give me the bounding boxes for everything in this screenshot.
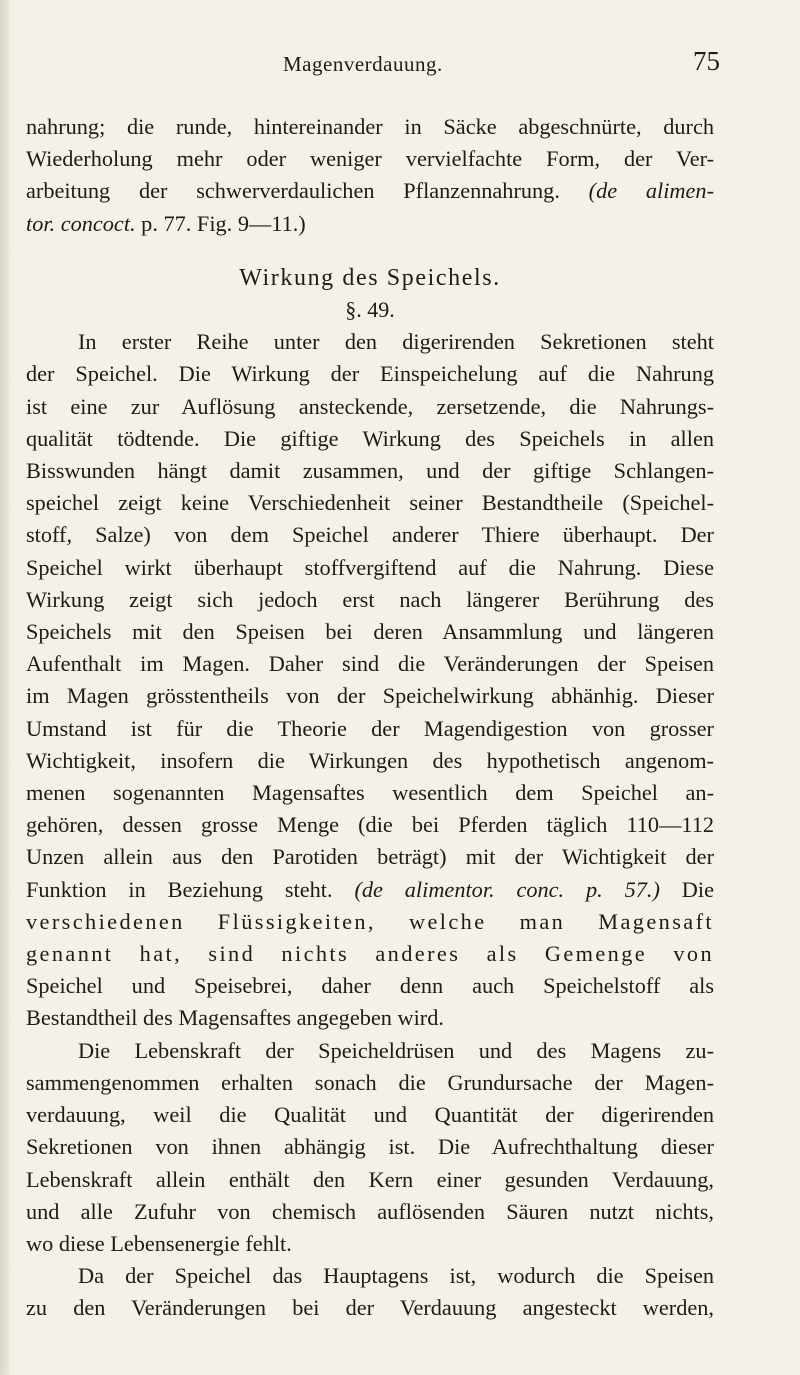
running-title: Magenverdauung. — [283, 52, 443, 76]
text-line: speichel zeigt keine Verschiedenheit seiner Bestandtheile (Speichel- — [26, 490, 714, 516]
text-line: Sekretionen von ihnen abhängig ist. Die Aufrechthaltung dieser — [26, 1134, 714, 1160]
section-heading: Wirkung des Speichels. — [239, 264, 501, 291]
text-line: Bestandtheil des Magensaftes angegeben wird. — [26, 1005, 444, 1031]
text-line: Die Lebenskraft der Speicheldrüsen und des Magens zu- — [78, 1037, 714, 1063]
page-edge-shadow — [0, 0, 10, 1375]
page-header — [0, 46, 800, 82]
text-line: Unzen allein aus den Parotiden beträgt) mit der Wichtigkeit der — [26, 844, 714, 870]
paragraph-1 — [26, 326, 714, 1034]
text-line: In erster Reihe unter den digerirenden Sekretionen steht — [78, 329, 714, 355]
text-line: arbeitung der schwerverdaulichen Pflanzennahrung. (de alimen- — [26, 178, 714, 204]
text-line: sammengenommen erhalten sonach die Grundursache der Magen- — [26, 1069, 714, 1095]
paragraph-2 — [26, 1035, 714, 1260]
text-line: im Magen grösstentheils von der Speichelwirkung abhänhig. Dieser — [26, 683, 714, 709]
text-line: Da der Speichel das Hauptagens ist, wodurch die Speisen — [78, 1263, 714, 1289]
text-line: Speichel und Speisebrei, daher denn auch Speichelstoff als — [26, 973, 714, 999]
text-line: verdauung, weil die Qualität und Quantität der digerirenden — [26, 1102, 714, 1128]
text-line: qualität tödtende. Die giftige Wirkung des Speichels in allen — [26, 425, 714, 451]
text-line: gehören, dessen grosse Menge (die bei Pferden täglich 110—112 — [26, 812, 714, 838]
text-line: wo diese Lebensenergie fehlt. — [26, 1230, 292, 1256]
text-line: Lebenskraft allein enthält den Kern einer gesunden Verdauung, — [26, 1166, 714, 1192]
text-line: nahrung; die runde, hintereinander in Säcke abgeschnürte, durch — [26, 114, 714, 139]
page-number: 75 — [693, 46, 720, 76]
body-text — [26, 111, 714, 1325]
text-line: Wichtigkeit, insofern die Wirkungen des hypothetisch angenom- — [26, 747, 714, 773]
text-line: Funktion in Beziehung steht. (de alimentor. conc. p. 57.) Die — [26, 876, 714, 902]
intro-paragraph — [26, 111, 714, 240]
text-line: zu den Veränderungen bei der Verdauung angesteckt werden, — [26, 1295, 714, 1321]
text-line: Bisswunden hängt damit zusammen, und der giftige Schlangen- — [26, 458, 714, 484]
text-line: ist eine zur Auflösung ansteckende, zersetzende, die Nahrungs- — [26, 393, 714, 419]
text-line-spaced: verschiedenen Flüssigkeiten, welche man Magensaft — [26, 908, 714, 934]
text-line: Speichels mit den Speisen bei deren Ansammlung und längeren — [26, 619, 714, 645]
section-number: §. 49. — [345, 297, 395, 323]
text-line-spaced: genannt hat, sind nichts anderes als Gemenge von — [26, 941, 714, 967]
text-line: Umstand ist für die Theorie der Magendigestion von grosser — [26, 715, 714, 741]
text-line: Speichel wirkt überhaupt stoffvergiftend auf die Nahrung. Diese — [26, 554, 714, 580]
text-line: Aufenthalt im Magen. Daher sind die Veränderungen der Speisen — [26, 651, 714, 677]
text-line: und alle Zufuhr von chemisch auflösenden Säuren nutzt nichts, — [26, 1198, 714, 1224]
text-line: menen sogenannten Magensaftes wesentlich dem Speichel an- — [26, 780, 714, 806]
paragraph-3 — [26, 1260, 714, 1324]
text-line: stoff, Salze) von dem Speichel anderer Thiere überhaupt. Der — [26, 522, 714, 548]
text-line: Wiederholung mehr oder weniger vervielfachte Form, der Ver- — [26, 146, 714, 172]
text-line: Wirkung zeigt sich jedoch erst nach längerer Berührung des — [26, 586, 714, 612]
text-line: der Speichel. Die Wirkung der Einspeichelung auf die Nahrung — [26, 361, 714, 387]
text-line: tor. concoct. p. 77. Fig. 9—11.) — [26, 210, 306, 236]
